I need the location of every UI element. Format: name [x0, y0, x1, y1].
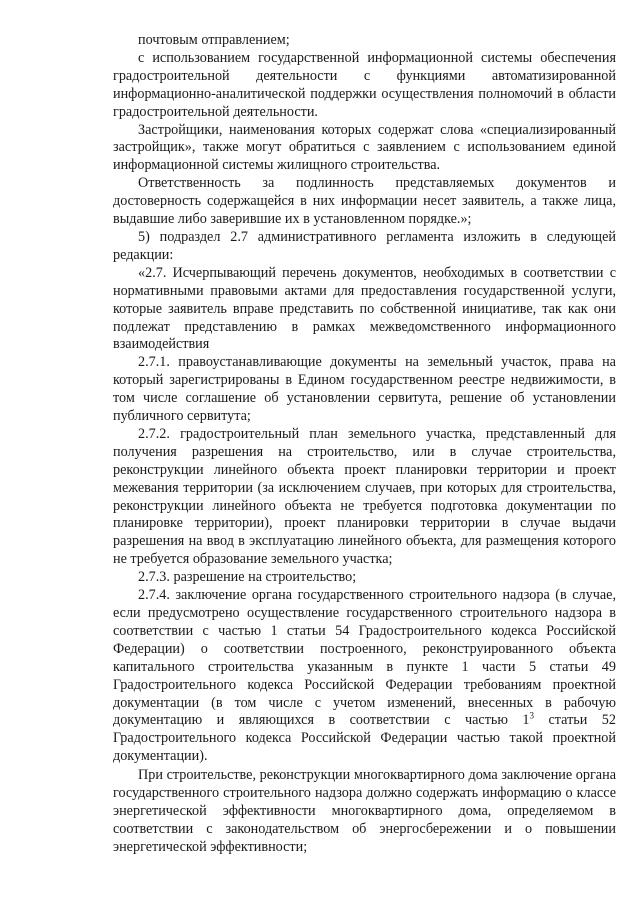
paragraph-2-7-4	[113, 587, 616, 766]
paragraph-2-7: «2.7. Исчерпывающий перечень документов, необходимых в соответствии с нормативными правовыми актами для предоставления государственной услуги, которые заявитель вправе представить по собственной инициативе, так как они подлежат представлению в рамках межведомственного информационного взаимодействия	[113, 264, 616, 353]
paragraph-subsection-5: 5) подраздел 2.7 административного регламента изложить в следующей редакции:	[113, 228, 616, 263]
paragraph-2-7-3: 2.7.3. разрешение на строительство;	[138, 569, 357, 586]
paragraph-2-7-4-tail: статьи 52 Градостроительного кодекса Российской Федерации частью такой проектной документации).	[113, 712, 616, 765]
paragraph-postal: почтовым отправлением;	[138, 32, 290, 48]
paragraph-developers: Застройщики, наименования которых содержат слова «специализированный застройщик», также могут обратиться с заявлением с использованием единой информационной системы жилищного строительства.	[113, 121, 616, 174]
superscript-3: 3	[529, 710, 535, 721]
paragraph-2-7-4-text: 2.7.4. заключение органа государственного строительного надзора (в случае, если предусмотрено осуществление государственного строительного надзора в соответствии с частью 1 статьи 54 Градостроительного кодекса Российской Федерации) о соответствии построенного, реконструированного объекта капитального строительства указанным в пункте 1 части 5 статьи 49 Градостроительного кодекса Российской Федерации требованиям проектной документации (в том числе с учетом изменений, внесенных в рабочую документацию и являющихся в соответствии с частью 1	[113, 587, 616, 729]
paragraph-responsibility: Ответственность за подлинность представляемых документов и достоверность содержащейся в них информации несет заявитель, а также лица, выдавшие либо заверившие их в установленном порядке.»;	[113, 175, 616, 228]
paragraph-apartment-building: При строительстве, реконструкции многоквартирного дома заключение органа государственного строительного надзора должно содержать информацию о классе энергетической эффективности многоквартирного дома, определяемом в соответствии с законодательством об энергосбережении и о повышении энергетической эффективности;	[113, 767, 616, 855]
paragraph-2-7-2: 2.7.2. градостроительный план земельного участка, представленный для получения разрешения на строительство, или в случае строительства, реконструкции линейного объекта проект планировки территории и проект межевания территории (за исключением случаев, при которых для строительства, реконструкции линейного объекта не требуется подготовка документации по планировке территории), проект планировки территории в случае выдачи разрешения на ввод в эксплуатацию линейного объекта, для размещения которого не требуется образование земельного участка;	[113, 425, 616, 568]
paragraph-gis: с использованием государственной информационной системы обеспечения градостроительной деятельности с функциями автоматизированной информационно-аналитической поддержки осуществления полномочий в области градостроительной деятельности.	[113, 49, 616, 120]
paragraph-2-7-1: 2.7.1. правоустанавливающие документы на земельный участок, права на который зарегистрированы в Едином государственном реестре недвижимости, в том числе соглашение об установлении сервитута, решение об установлении публичного сервитута;	[113, 354, 616, 425]
